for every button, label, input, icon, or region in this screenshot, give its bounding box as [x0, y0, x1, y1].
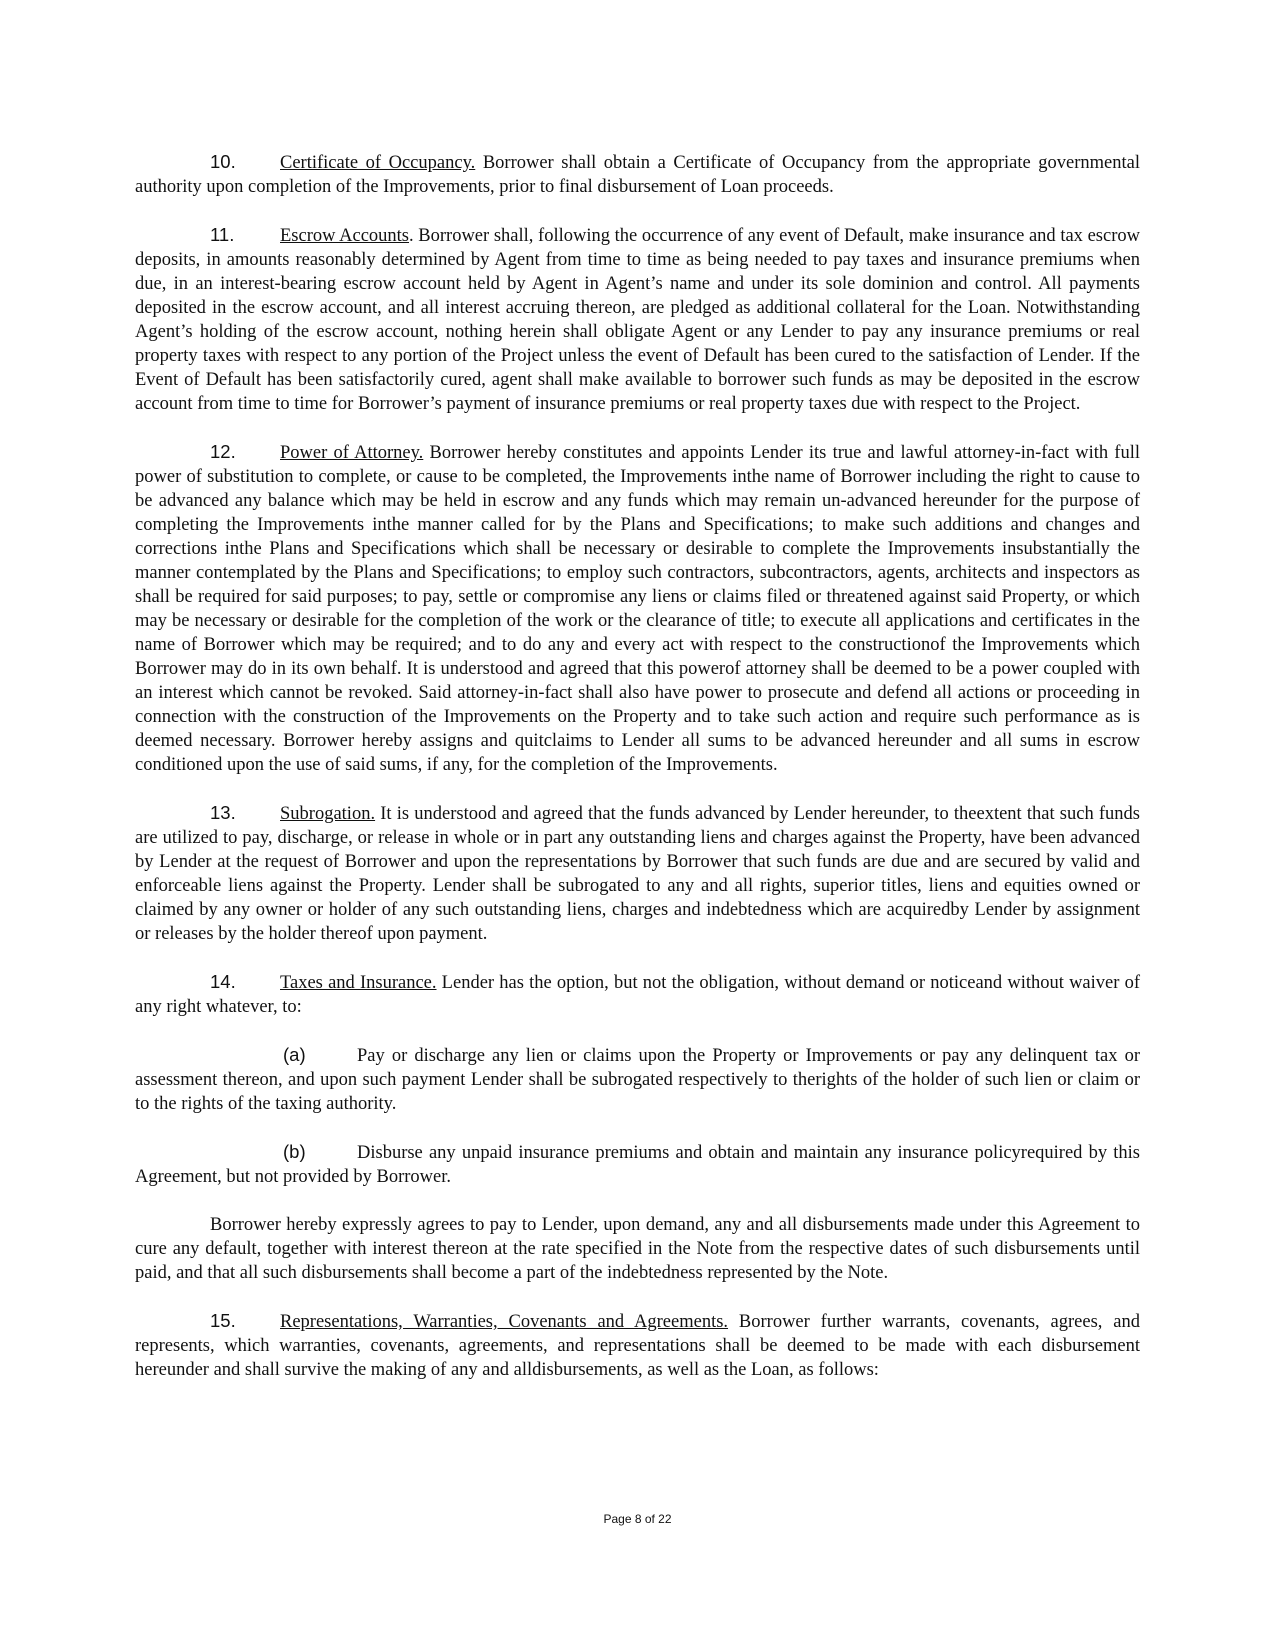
section-number: 14.	[210, 971, 236, 992]
section-number: 11.	[210, 224, 235, 245]
section-12	[135, 440, 1140, 777]
section-15	[135, 1309, 1140, 1382]
section-text: Borrower shall obtain a Certificate of Occupancy from the appropriate governmental authority upon completion of the Improvements, prior to final disbursement of Loan proceeds.	[135, 153, 1140, 197]
section-text: Borrower hereby constitutes and appoints Lender its true and lawful attorney-in-fact with full power of substitution to complete, or cause to be completed, the Improvements inthe name of Borrower including the right to cause to be advanced any balance which may be held in escrow and any funds which may remain un-advanced hereunder for the purpose of completing the Improvements inthe manner called for by the Plans and Specifications; to make such additions and changes and corrections inthe Plans and Specifications which shall be necessary or desirable to complete the Improvements insubstantially the manner contemplated by the Plans and Specifications; to employ such contractors, subcontractors, agents, architects and inspectors as shall be required for said purposes; to pay, settle or compromise any liens or claims filed or threatened against said Property, or which may be necessary or desirable for the completion of the work or the clearance of title; to execute all applications and certificates in the name of Borrower which may be required; and to do any and every act with respect to the constructionof the Improvements which Borrower may do in its own behalf. It is understood and agreed that this powerof attorney shall be deemed to be a power coupled with an interest which cannot be revoked. Said attorney-in-fact shall also have power to prosecute and defend all actions or proceeding in connection with the construction of the Improvements on the Property and to take such action and require such performance as is deemed necessary. Borrower hereby assigns and quitclaims to Lender all sums to be advanced hereunder and all sums in escrow conditioned upon the use of said sums, if any, for the completion of the Improvements.	[135, 443, 1140, 775]
section-heading: Subrogation.	[280, 804, 376, 824]
section-text: . Borrower shall, following the occurrence of any event of Default, make insurance and tax escrow deposits, in amounts reasonably determined by Agent from time to time as being needed to pay taxes and insurance premiums when due, in an interest-bearing escrow account held by Agent in Agent’s name and under its sole dominion and control. All payments deposited in the escrow account, and all interest accruing thereon, are pledged as additional collateral for the Loan. Notwithstanding Agent’s holding of the escrow account, nothing herein shall obligate Agent or any Lender to pay any insurance premiums or real property taxes with respect to any portion of the Project unless the event of Default has been cured to the satisfaction of Lender. If the Event of Default has been satisfactorily cured, agent shall make available to borrower such funds as may be deposited in the escrow account from time to time for Borrower’s payment of insurance premiums or real property taxes due with respect to the Project.	[135, 226, 1140, 414]
section-text: Lender has the option, but not the obligation, without demand or noticeand without waiver of any right whatever, to:	[135, 973, 1140, 1017]
section-number: 15.	[210, 1310, 236, 1331]
section-13	[135, 801, 1140, 946]
closing-paragraph: Borrower hereby expressly agrees to pay to Lender, upon demand, any and all disbursements made under this Agreement to cure any default, together with interest thereon at the rate specified in the Note from the respective dates of such disbursements until paid, and that all such disbursements shall become a part of the indebtedness represented by the Note.	[135, 1215, 1140, 1283]
section-text: It is understood and agreed that the funds advanced by Lender hereunder, to theextent that such funds are utilized to pay, discharge, or release in whole or in part any outstanding liens and charges against the Property, have been advanced by Lender at the request of Borrower and upon the representations by Borrower that such funds are due and are secured by valid and enforceable liens against the Property. Lender shall be subrogated to any and all rights, superior titles, liens and equities owned or claimed by any owner or holder of any such outstanding liens, charges and indebtedness which are acquiredby Lender by assignment or releases by the holder thereof upon payment.	[135, 804, 1140, 944]
section-text: Borrower further warrants, covenants, agrees, and represents, which warranties, covenants, agreements, and representations shall be deemed to be made with each disbursement hereunder and shall survive the making of any and alldisbursements, as well as the Loan, as follows:	[135, 1312, 1140, 1380]
subsection-label: (b)	[283, 1141, 306, 1162]
section-heading: Power of Attorney.	[280, 443, 424, 463]
subsection-text: Disburse any unpaid insurance premiums and obtain and maintain any insurance policyrequired by this Agreement, but not provided by Borrower.	[135, 1143, 1140, 1187]
section-heading: Representations, Warranties, Covenants and Agreements.	[280, 1312, 729, 1332]
section-number: 10.	[210, 151, 236, 172]
section-heading: Certificate of Occupancy.	[280, 153, 476, 173]
subsection-b	[135, 1140, 1140, 1189]
section-heading: Escrow Accounts	[280, 226, 409, 246]
subsection-text: Pay or discharge any lien or claims upon the Property or Improvements or pay any delinquent tax or assessment thereon, and upon such payment Lender shall be subrogated respectively to therights of the holder of such lien or claim or to the rights of the taxing authority.	[135, 1046, 1140, 1114]
section-number: 12.	[210, 441, 236, 462]
section-number: 13.	[210, 802, 236, 823]
subsection-a	[135, 1043, 1140, 1116]
section-11	[135, 223, 1140, 416]
document-body	[135, 150, 1140, 1406]
page-number-footer: Page 8 of 22	[603, 1512, 672, 1526]
subsection-label: (a)	[283, 1044, 306, 1065]
section-14	[135, 970, 1140, 1019]
section-10	[135, 150, 1140, 199]
section-heading: Taxes and Insurance.	[280, 973, 437, 993]
